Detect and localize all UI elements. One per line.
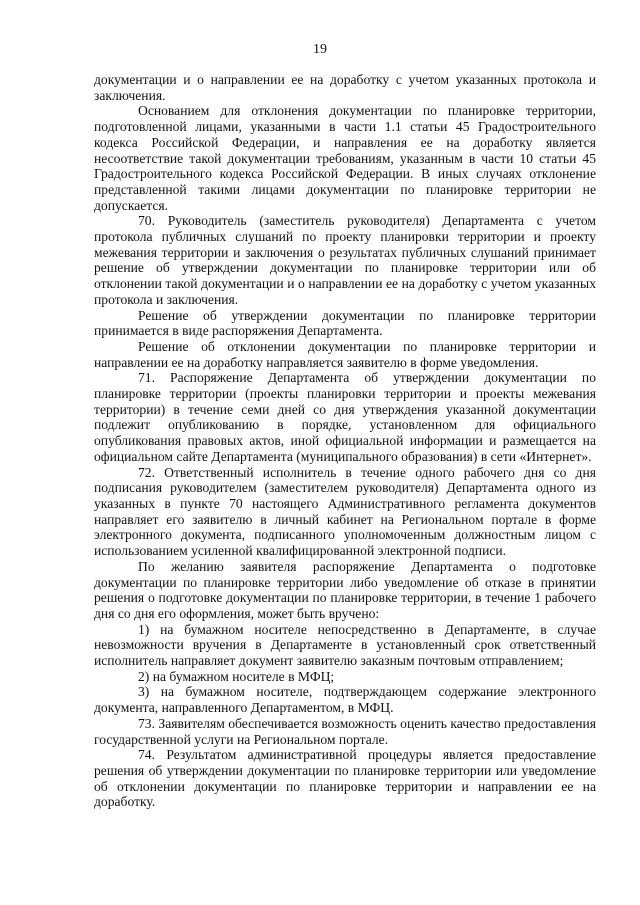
document-body (94, 72, 596, 810)
paragraph-clause-74: 74. Результатом административной процедуры является предоставление решения об утверждении документации по планировке территории или уведомление об отклонении документации по планировке территории и направлении ее на доработку. (94, 747, 596, 810)
list-item-2: 2) на бумажном носителе в МФЦ; (138, 668, 335, 684)
paragraph-clause-70: 70. Руководитель (заместитель руководителя) Департамента с учетом протокола публичных слушаний по проекту планировки территории и проекту межевания территории и заключения о результатах публичных слушаний принимает решение об утверждении документации по планировке территории или об отклонении такой документации и о направлении ее на доработку с учетом указанных протокола и заключения. (94, 213, 596, 307)
list-item-3: 3) на бумажном носителе, подтверждающем содержание электронного документа, направленного Департаментом, в МФЦ. (94, 684, 596, 716)
paragraph-clause-71: 71. Распоряжение Департамента об утверждении документации по планировке территории (проекты планировки территории и проекты межевания территории) в течение семи дней со дня утверждения указанной документации подлежит опубликованию в порядке, установленном для официального опубликования правовых актов, иной официальной информации и размещается на официальном сайте Департамента (муниципального образования) в сети «Интернет». (94, 370, 596, 464)
paragraph-rejection-decision: Решение об отклонении документации по планировке территории и направлении ее на доработку направляется заявителю в форме уведомления. (94, 338, 596, 370)
paragraph-continuation: документации и о направлении ее на доработку с учетом указанных протокола и заключения. (94, 72, 596, 103)
list-item-1: 1) на бумажном носителе непосредственно в Департаменте, в случае невозможности вручения в Департаменте в установленный срок ответственный исполнитель направляет документ заявителю заказным почтовым отправлением; (94, 621, 596, 669)
paragraph-rejection-grounds: Основанием для отклонения документации по планировке территории, подготовленной лицами, указанными в части 1.1 статьи 45 Градостроительного кодекса Российской Федерации, и направления ее на доработку является несоответствие такой документации требованиям, указанным в части 10 статьи 45 Градостроительного кодекса Российской Федерации. В иных случаях отклонение представленной такими лицами документации по планировке территории не допускается. (94, 103, 596, 213)
paragraph-clause-73: 73. Заявителям обеспечивается возможность оценить качество предоставления государственной услуги на Региональном портале. (94, 715, 596, 747)
paragraph-delivery-options: По желанию заявителя распоряжение Департамента о подготовке документации по планировке территории либо уведомление об отказе в принятии решения о подготовке документации по планировке территории, в течение 1 рабочего дня со дня его оформления, может быть вручено: (94, 558, 596, 621)
paragraph-clause-72: 72. Ответственный исполнитель в течение одного рабочего дня со дня подписания руководителем (заместителем руководителя) Департамента одного из указанных в пункте 70 настоящего Административного регламента документов направляет его заявителю в личный кабинет на Региональном портале в форме электронного документа, подписанного уполномоченным должностным лицом с использованием усиленной квалифицированной электронной подписи. (94, 464, 596, 559)
page-number: 19 (313, 42, 327, 57)
paragraph-approval-decision: Решение об утверждении документации по планировке территории принимается в виде распоряжения Департамента. (94, 307, 596, 339)
